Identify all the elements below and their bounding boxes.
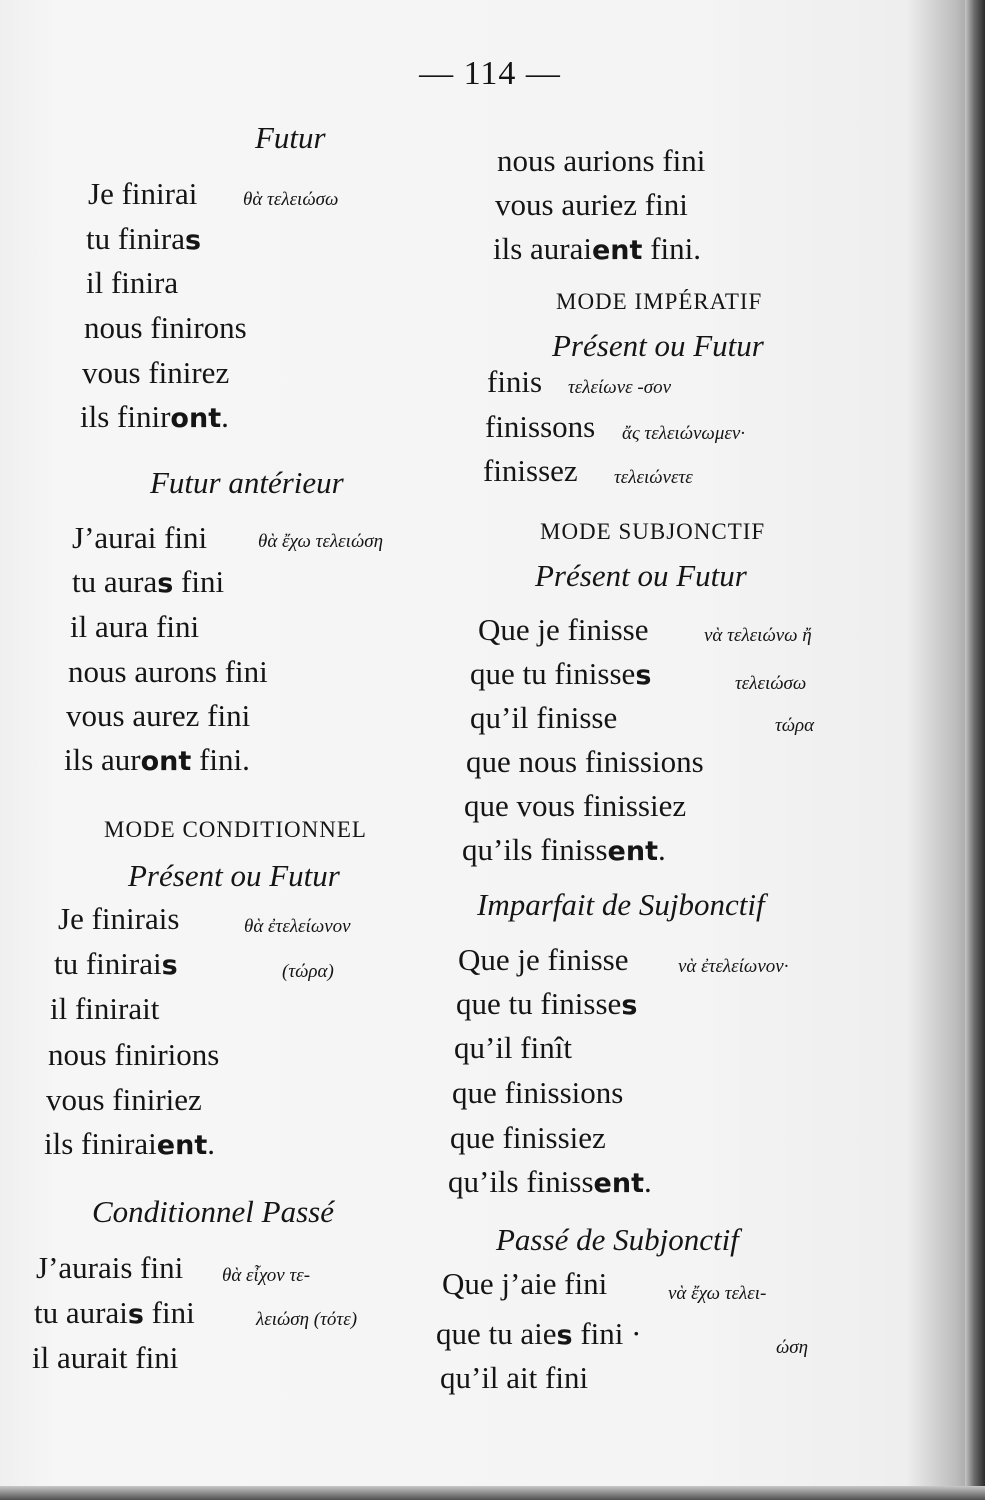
conj-line: tu auras fini [72, 564, 225, 599]
conj-line: nous aurons fini [68, 654, 268, 689]
conj-line: J’aurai fini [72, 520, 208, 555]
greek-gloss: ἄς τελειώνωμεν· [622, 423, 746, 444]
conj-line: que finissiez [450, 1120, 606, 1155]
mode-imperatif: MODE IMPÉRATIF [556, 289, 763, 314]
conj-line: que tu aies fini · [436, 1316, 642, 1351]
conj-line: finis [487, 364, 543, 399]
conj-line: que tu finisses [470, 656, 652, 691]
conj-line: vous finirez [82, 355, 230, 390]
conj-line: il aura fini [70, 609, 200, 644]
conj-line: finissons [485, 409, 596, 444]
heading-conditionnel-passe: Conditionnel Passé [92, 1194, 334, 1229]
heading-imperatif-present: Présent ou Futur [552, 328, 764, 363]
conj-line: Que j’aie fini [442, 1266, 608, 1301]
heading-subjonctif-present: Présent ou Futur [535, 558, 747, 593]
greek-gloss: τελειώνετε [614, 467, 693, 488]
heading-futur-anterieur: Futur antérieur [150, 465, 344, 500]
conj-line: Je finirais [58, 901, 180, 936]
heading-futur: Futur [255, 120, 326, 155]
page-number: — 114 — [419, 55, 561, 92]
conj-line: que tu finisses [456, 986, 638, 1021]
conj-line: qu’ils finissent. [462, 832, 666, 867]
conj-line: tu finirais [54, 946, 178, 981]
heading-conditionnel-present: Présent ou Futur [128, 858, 340, 893]
greek-gloss: θὰ τελειώσω [243, 189, 339, 210]
conj-line: que nous finissions [466, 744, 704, 779]
conj-line: ils auraient fini. [493, 231, 702, 266]
conj-line: Que je finisse [458, 942, 629, 977]
page-edge-shadow [965, 0, 985, 1500]
conj-line: qu’ils finissent. [448, 1164, 652, 1199]
greek-gloss: θὰ ἐτελείωνον [244, 916, 351, 937]
conj-line: nous finirons [84, 310, 247, 345]
mode-conditionnel: MODE CONDITIONNEL [104, 817, 367, 842]
conj-line: J’aurais fini [36, 1250, 184, 1285]
conj-line: nous aurions fini [497, 143, 706, 178]
greek-gloss: τώρα [775, 715, 815, 736]
mode-subjonctif: MODE SUBJONCTIF [540, 519, 766, 544]
conj-line: finissez [483, 453, 578, 488]
conj-line: qu’il finît [454, 1030, 572, 1065]
heading-passe-subjonctif: Passé de Subjonctif [496, 1222, 739, 1257]
greek-gloss: νὰ τελειώνω ἤ [704, 625, 812, 646]
conj-line: qu’il finisse [470, 700, 618, 735]
greek-gloss: θὰ εἶχον τε- [222, 1265, 311, 1286]
greek-gloss: τελείωνε -σον [568, 377, 671, 398]
conj-line: que finissions [452, 1075, 624, 1110]
conj-line: vous finiriez [46, 1082, 202, 1117]
conj-line: tu finiras [86, 221, 202, 256]
greek-gloss: νὰ ἔχω τελει- [668, 1283, 767, 1304]
conj-line: tu aurais fini [34, 1295, 195, 1330]
greek-gloss: τελειώσω [735, 673, 807, 694]
greek-gloss: νὰ ἐτελείωνον· [678, 956, 789, 977]
conj-line: il aurait fini [32, 1340, 179, 1375]
conj-line: ils finiraient. [44, 1126, 215, 1161]
greek-gloss: λειώση (τότε) [256, 1309, 358, 1330]
conj-line: il finirait [50, 991, 160, 1026]
greek-gloss: θὰ ἔχω τελειώση [258, 531, 384, 552]
conj-line: Je finirai [88, 176, 198, 211]
conj-line: ils auront fini. [64, 742, 250, 777]
conj-line: que vous finissiez [464, 788, 687, 823]
page-bottom-edge [0, 1486, 985, 1500]
conj-line: ils finiront. [80, 399, 229, 434]
greek-gloss: (τώρα) [282, 961, 334, 982]
greek-gloss: ώση [776, 1337, 809, 1358]
conj-line: nous finirions [48, 1037, 220, 1072]
heading-imparfait-subjonctif: Imparfait de Sujbonctif [477, 887, 765, 922]
conj-line: qu’il ait fini [440, 1360, 589, 1395]
conj-line: vous aurez fini [66, 698, 251, 733]
conj-line: vous auriez fini [495, 187, 688, 222]
conj-line: il finira [86, 265, 179, 300]
conj-line: Que je finisse [478, 612, 649, 647]
